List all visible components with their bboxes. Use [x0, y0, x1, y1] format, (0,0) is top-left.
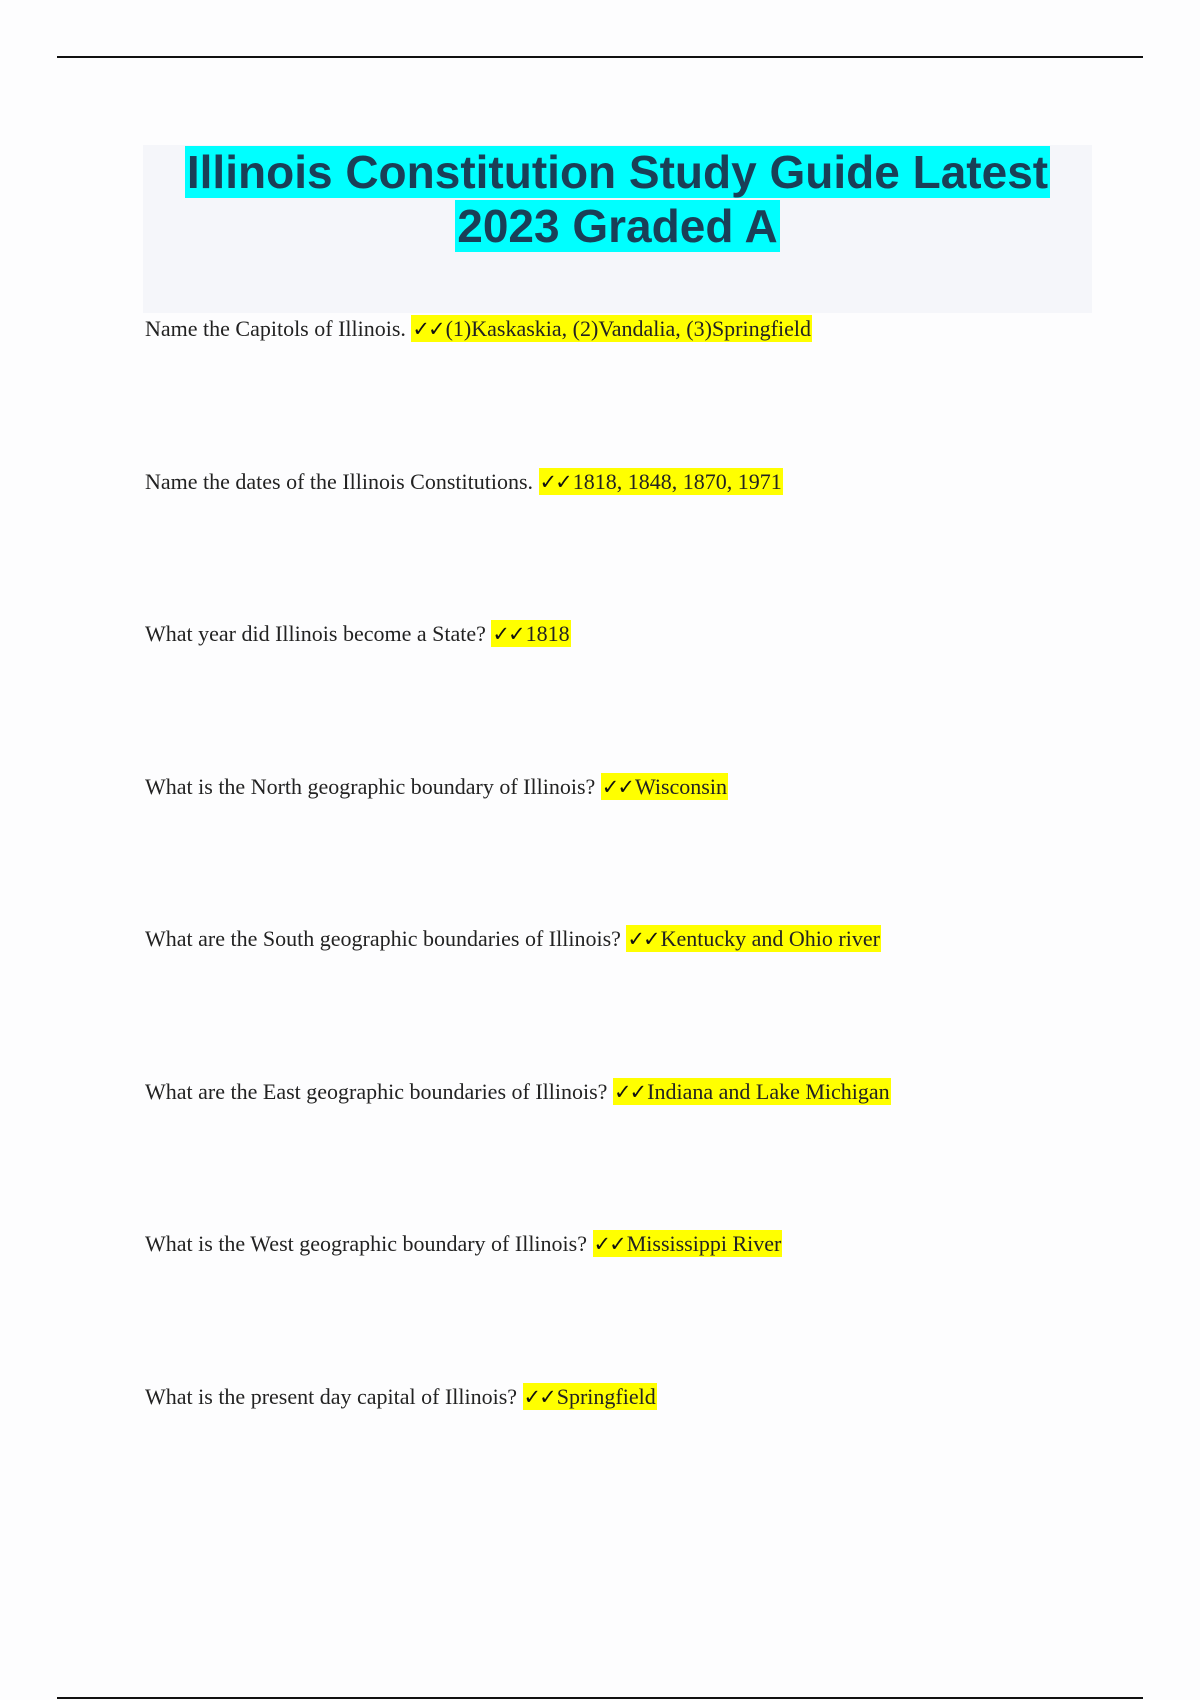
double-check-icon: ✓✓ — [593, 1232, 625, 1256]
question-text: What are the South geographic boundaries of Illinois? — [145, 926, 621, 951]
qa-list — [145, 311, 1105, 1531]
answer-highlight — [411, 315, 812, 342]
document-title — [143, 145, 1092, 253]
answer-highlight — [523, 1383, 657, 1410]
answer-text: Wisconsin — [634, 773, 727, 799]
question-text: What is the West geographic boundary of Illinois? — [145, 1231, 587, 1256]
answer-text: (1)Kaskaskia, (2)Vandalia, (3)Springfield — [445, 316, 811, 341]
answer-highlight — [626, 925, 881, 952]
double-check-icon: ✓✓ — [523, 1384, 555, 1409]
question-text: What is the North geographic boundary of Illinois? — [145, 773, 596, 799]
double-check-icon: ✓✓ — [539, 469, 571, 494]
question-text: What is the present day capital of Illinois? — [145, 1383, 518, 1409]
qa-item — [145, 1379, 1105, 1532]
qa-item — [145, 921, 1105, 1074]
answer-highlight — [613, 1078, 891, 1105]
answer-text: Springfield — [556, 1383, 656, 1409]
qa-item — [145, 1074, 1105, 1227]
title-line-1: Illinois Constitution Study Guide Latest — [186, 146, 1049, 198]
double-check-icon: ✓✓ — [412, 317, 444, 341]
double-check-icon: ✓✓ — [613, 1079, 646, 1104]
answer-highlight — [593, 1230, 783, 1257]
question-text: Name the Capitols of Illinois. — [145, 316, 406, 341]
qa-item — [145, 311, 1105, 464]
qa-item — [145, 1226, 1105, 1379]
answer-text: Indiana and Lake Michigan — [647, 1078, 890, 1104]
double-check-icon: ✓✓ — [627, 927, 659, 951]
bottom-rule — [57, 1697, 1143, 1699]
title-line-2: 2023 Graded A — [457, 200, 778, 252]
question-text: Name the dates of the Illinois Constitutions. — [145, 468, 534, 494]
double-check-icon: ✓✓ — [492, 622, 524, 646]
top-rule — [57, 56, 1143, 58]
qa-item — [145, 616, 1105, 769]
question-text: What year did Illinois become a State? — [145, 621, 486, 646]
question-text: What are the East geographic boundaries of Illinois? — [145, 1078, 608, 1104]
qa-item — [145, 769, 1105, 922]
answer-text: 1818, 1848, 1870, 1971 — [572, 468, 782, 494]
answer-text: Kentucky and Ohio river — [660, 926, 880, 951]
answer-text: Mississippi River — [626, 1231, 782, 1256]
answer-highlight — [491, 620, 570, 647]
answer-highlight — [539, 468, 783, 495]
answer-text: 1818 — [525, 621, 570, 646]
double-check-icon: ✓✓ — [601, 774, 633, 799]
qa-item — [145, 464, 1105, 617]
title-panel — [143, 145, 1092, 313]
answer-highlight — [601, 773, 728, 800]
